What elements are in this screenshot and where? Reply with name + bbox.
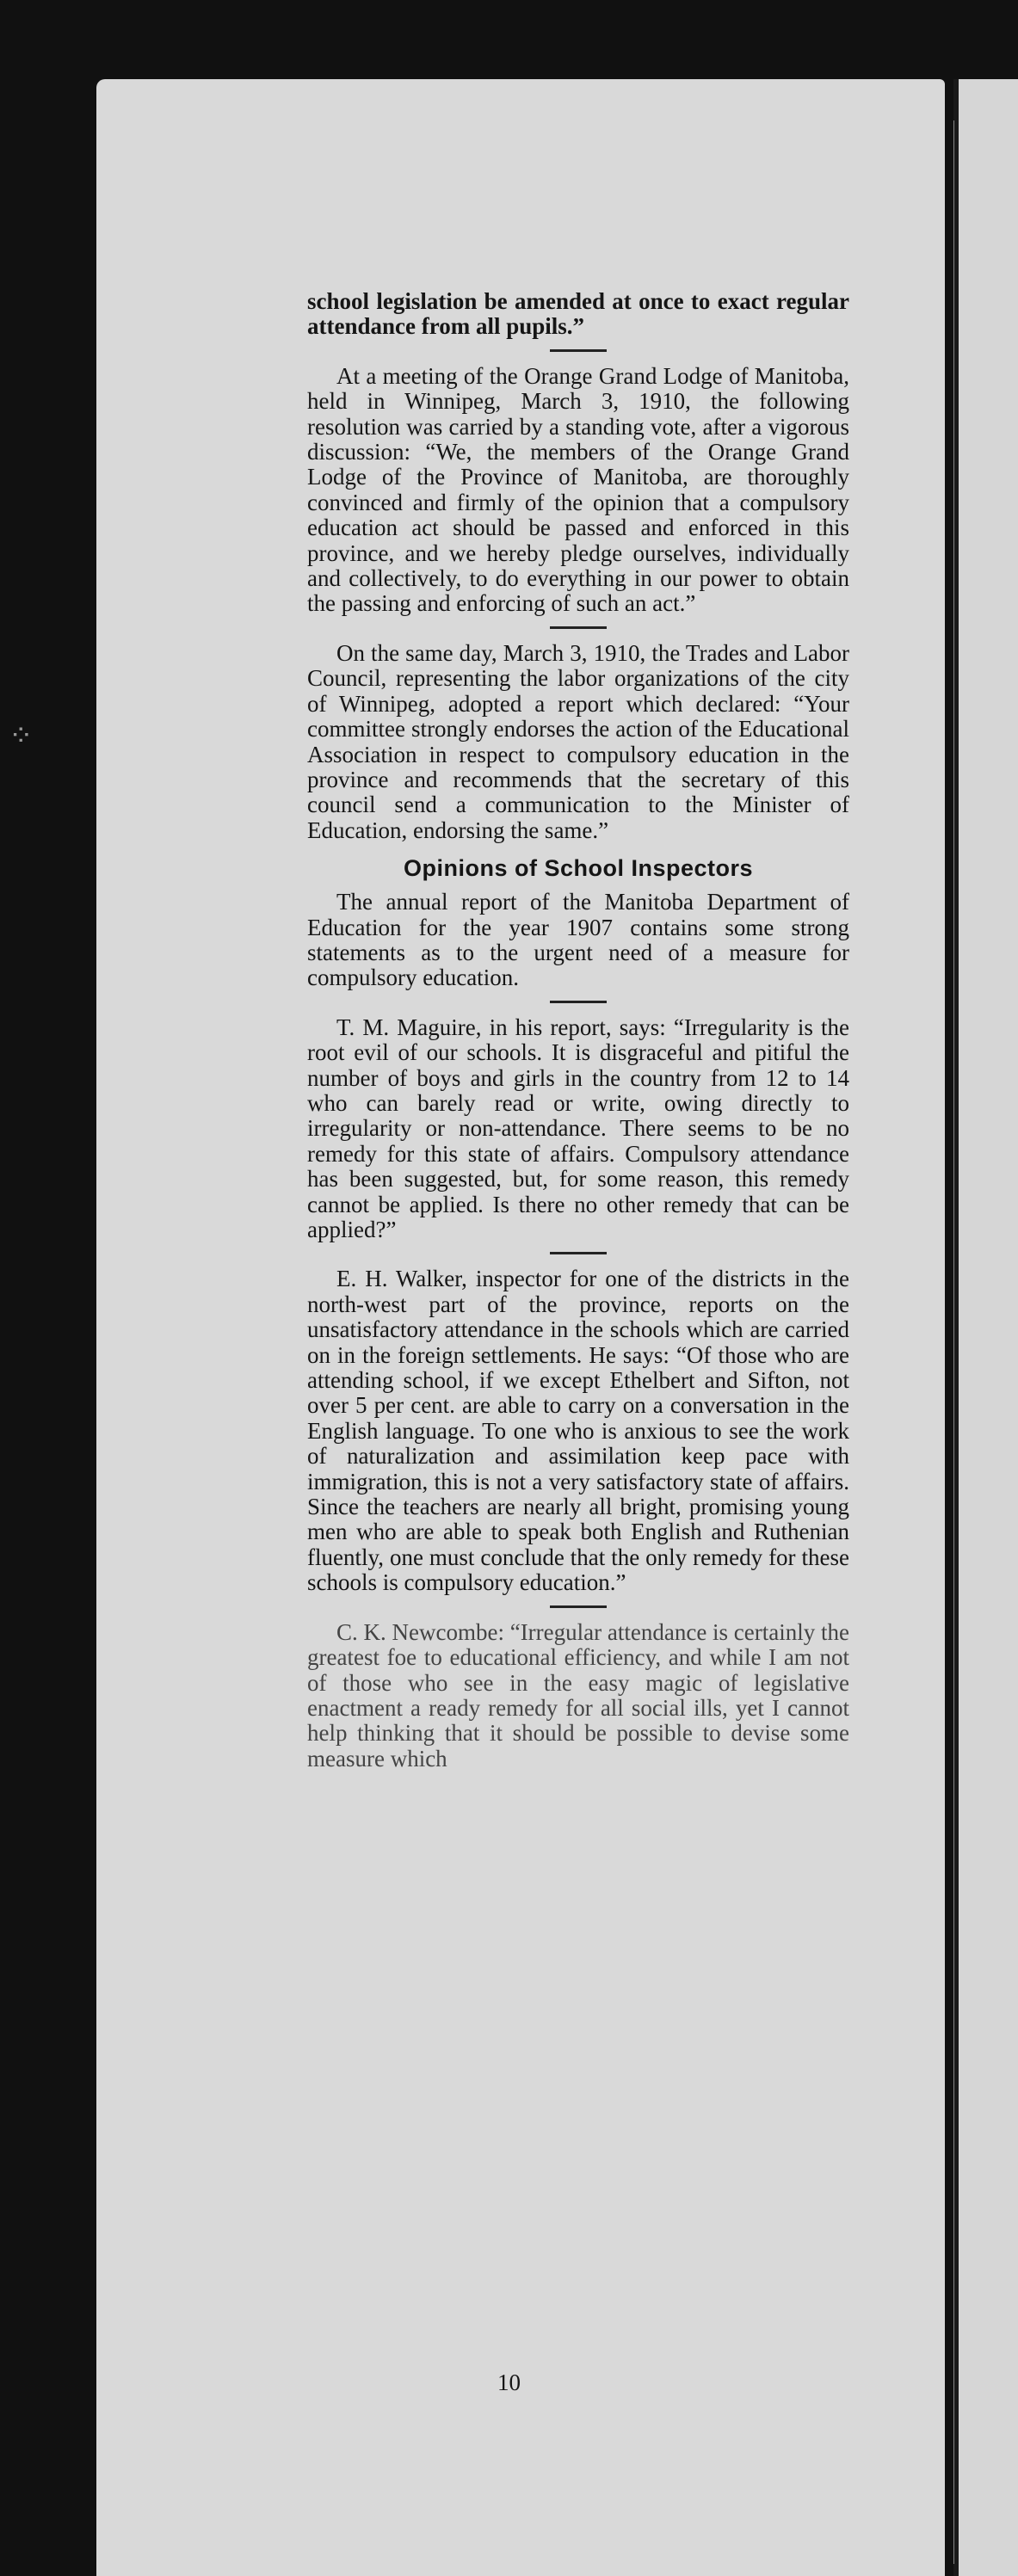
separator-rule — [550, 626, 607, 629]
text-column — [307, 289, 849, 1772]
separator-rule — [550, 349, 607, 352]
gutter-line — [953, 120, 954, 2564]
opening-paragraph: school legislation be amended at once to exact regular attendance from all pupils.” — [307, 288, 849, 340]
facing-page-edge — [953, 79, 1018, 2576]
trades-council-paragraph: On the same day, March 3, 1910, the Trades and Labor Council, representing the labor organizations of the city of Winnipeg, adopted a report which declared: “Your committee strongly endorses the action of the Educational Association in respect to compulsory education in the province and recommends that the secretary of this council send a communication to the Minister of Education, endorsing the same.” — [307, 639, 849, 843]
paper-speck-mark: ⁘ — [9, 718, 34, 753]
page-number: 10 — [497, 2370, 521, 2395]
orange-lodge-paragraph: At a meeting of the Orange Grand Lodge of Manitoba, held in Winnipeg, March 3, 1910, the following resolution was carried by a standing vote, after a vigorous discussion: “We, the members of the Orange Grand Lodge of the Province of Manitoba, are thoroughly convinced and firmly of the opinion that a compulsory education act should be passed and enforced in this province, and we hereby pledge ourselves, individually and collectively, to do everything in our power to obtain the passing and enforcing of such an act.” — [307, 362, 849, 617]
annual-report-paragraph: The annual report of the Manitoba Department of Education for the year 1907 contains some strong statements as to the urgent need of a measure for compulsory education. — [307, 889, 849, 991]
newcombe-paragraph: C. K. Newcombe: “Irregular attendance is certainly the greatest foe to educational efficiency, and while I am not of those who see in the easy magic of legislative enactment a ready remedy for all social ills, yet I cannot help thinking that it should be possible to devise some measure which — [307, 1618, 849, 1772]
section-heading: Opinions of School Inspectors — [403, 855, 754, 882]
separator-rule — [550, 1605, 607, 1608]
maguire-paragraph: T. M. Maguire, in his report, says: “Irregularity is the root evil of our schools. It is disgraceful and pitiful the number of boys and girls in the country from 12 to 14 who can barely read or write, owing directly to irregularity or non-attendance. There seems to be no remedy for this state of affairs. Compulsory attendance has been suggested, but, for some reason, this remedy cannot be applied. Is there no other remedy that can be applied?” — [307, 1014, 849, 1242]
separator-rule — [550, 1001, 607, 1003]
separator-rule — [550, 1252, 607, 1254]
walker-paragraph: E. H. Walker, inspector for one of the districts in the north-west part of the province, reports on the unsatisfactory attendance in the schools which are carried on in the foreign settlements. He says: “Of those who are attending school, if we except Ethelbert and Sifton, not over 5 per cent. are able to carry on a conversation in the English language. To one who is anxious to see the work of naturalization and assimilation keep pace with immigration, this is not a very satisfactory state of affairs. Since the teachers are nearly all bright, promising young men who are able to speak both English and Ruthenian fluently, one must conclude that the only remedy for these schools is compulsory education.” — [307, 1266, 849, 1596]
